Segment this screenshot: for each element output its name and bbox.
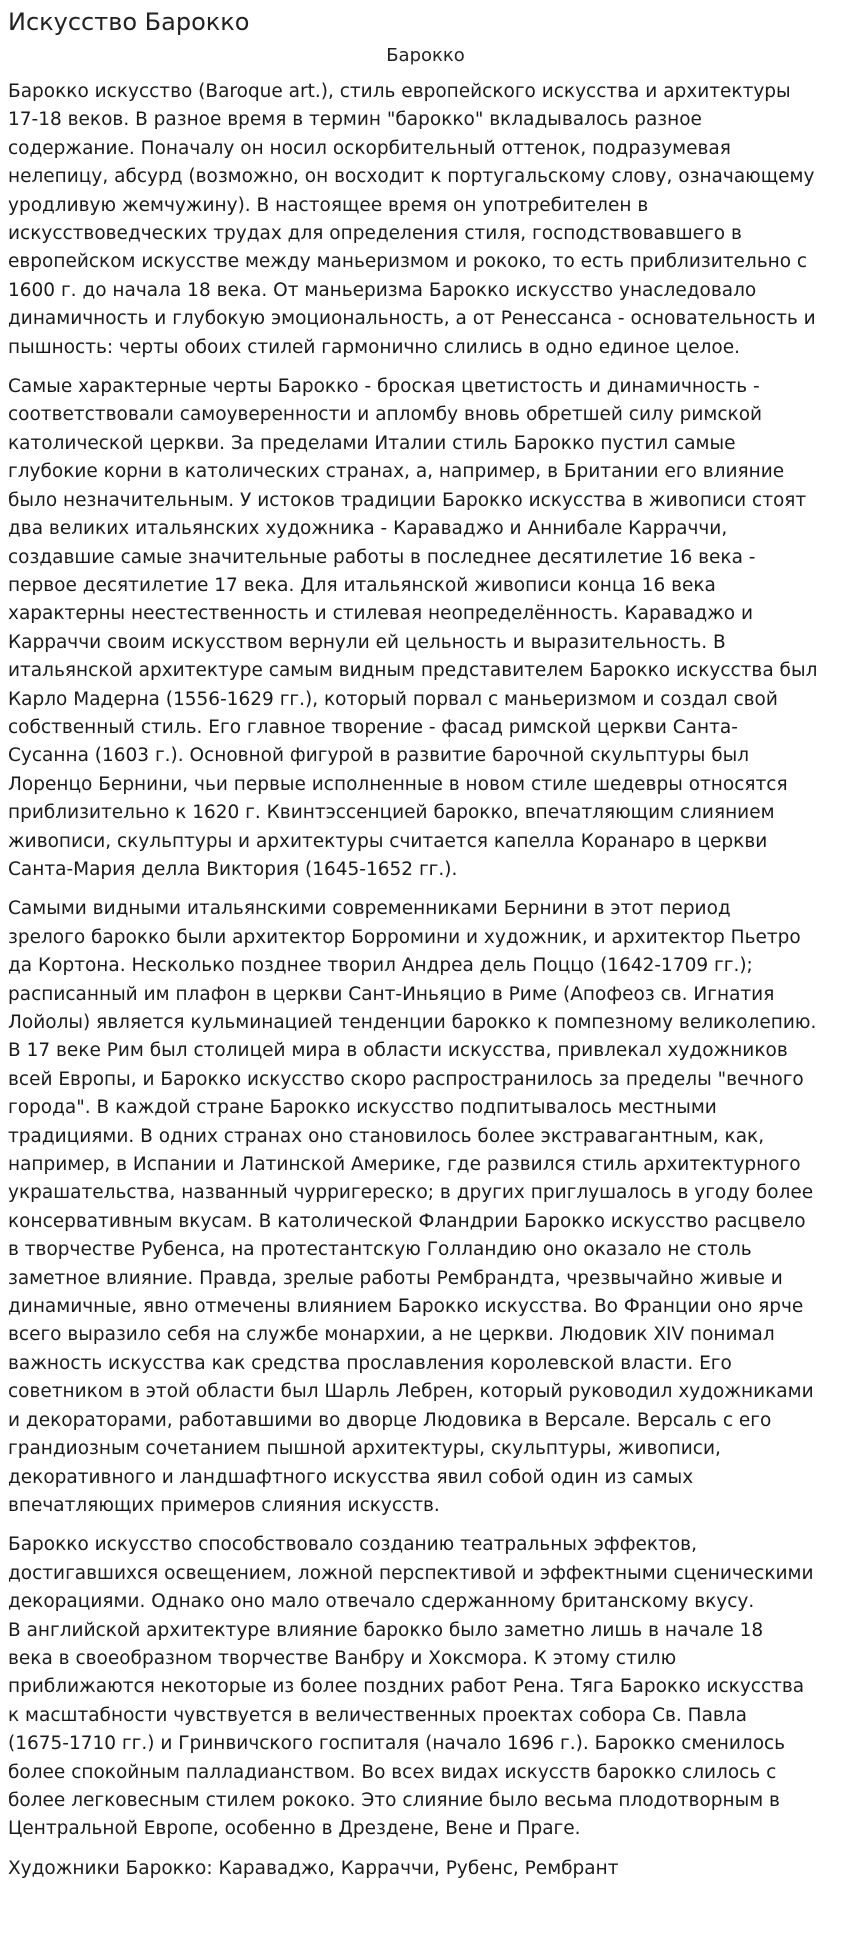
text-line: Самыми видными итальянскими современниками Бернини в этот период	[8, 898, 731, 920]
text-line: декорациями. Однако оно мало отвечало сдержанному британскому вкусу.	[8, 1591, 755, 1613]
text-line: консервативным вкусам. В католической Фландрии Барокко искусство расцвело	[8, 1210, 806, 1232]
text-line: Самые характерные черты Барокко - броская цветистость и динамичность -	[8, 376, 760, 398]
text-line: да Кортона. Несколько позднее творил Андреа дель Поццо (1642-1709 гг.);	[8, 955, 753, 977]
text-line: 1600 г. до начала 18 века. От маньеризма Барокко искусство унаследовало	[8, 279, 757, 301]
text-line: города". В каждой стране Барокко искусство подпитывалось местными	[8, 1097, 717, 1119]
text-line: католической церкви. За пределами Италии стиль Барокко пустил самые	[8, 432, 736, 454]
text-line: пышность: черты обоих стилей гармонично слились в одно единое целое.	[8, 336, 740, 358]
text-line: живописи, скульптуры и архитектуры считается капелла Коранаро в церкви	[8, 830, 768, 852]
text-line: грандиозным сочетанием пышной архитектуры, скульптуры, живописи,	[8, 1438, 721, 1460]
text-line: динамичные, явно отмечены влиянием Барокко искусства. Во Франции оно ярче	[8, 1296, 804, 1318]
text-line: и декораторами, работавшими во дворце Людовика в Версале. Версаль с его	[8, 1409, 772, 1431]
text-line: традициями. В одних странах оно становилось более экстравагантным, как,	[8, 1125, 765, 1147]
text-line: более легковесным стилем рококо. Это слияние было весьма плодотворным в	[8, 1789, 780, 1811]
text-line: зрелого барокко были архитектор Борромини и художник, и архитектор Пьетро	[8, 926, 801, 948]
artists-line: Художники Барокко: Караваджо, Карраччи, Рубенс, Рембрант	[8, 1857, 619, 1879]
text-line: Барокко искусство (Baroque art.), стиль европейского искусства и архитектуры	[8, 81, 791, 102]
text-line: достигавшихся освещением, ложной перспективой и эффектными сценическими	[8, 1562, 814, 1584]
text-line: советником в этой области был Шарль Лебрен, который руководил художниками	[8, 1381, 814, 1403]
text-line: итальянской архитектуре самым видным представителем Барокко искусства был	[8, 660, 818, 682]
text-line: Барокко искусство способствовало созданию театральных эффектов,	[8, 1534, 697, 1556]
text-line: декоративного и ландшафтного искусства явил собой один из самых	[8, 1466, 694, 1488]
text-line: В 17 веке Рим был столицей мира в области искусства, привлекал художников	[8, 1040, 788, 1062]
article-body	[8, 78, 843, 1844]
text-line: было незначительным. У истоков традиции Барокко искусства в живописи стоят	[8, 489, 807, 511]
text-line: глубокие корни в католических странах, а, например, в Британии его влияние	[8, 461, 785, 483]
text-line: украшательства, названный чурригереско; в других приглушалось в угоду более	[8, 1182, 814, 1204]
paragraph	[8, 78, 843, 362]
text-line: Карраччи своим искусством вернули ей цельность и выразительность. В	[8, 631, 726, 653]
text-line: собственный стиль. Его главное творение - фасад римской церкви Санта-	[8, 716, 738, 738]
text-line: важность искусства как средства прославления королевской власти. Его	[8, 1352, 732, 1374]
section-heading: Барокко	[386, 45, 465, 66]
text-line: создавшие самые значительные работы в последнее десятилетие 16 века -	[8, 546, 756, 568]
text-line: Карло Мадерна (1556-1629 гг.), который порвал с маньеризмом и создал свой	[8, 688, 778, 710]
text-line: содержание. Поначалу он носил оскорбительный оттенок, подразумевая	[8, 137, 731, 159]
text-line: к масштабности чувствуется в величественных проектах собора Св. Павла	[8, 1704, 747, 1726]
text-line: искусствоведческих трудах для определения стиля, господствовавшего в	[8, 223, 742, 245]
text-line: В английской архитектуре влияние барокко было заметно лишь в начале 18	[8, 1619, 764, 1641]
paragraph	[8, 1531, 843, 1843]
text-line: 17-18 веков. В разное время в термин "барокко" вкладывалось разное	[8, 109, 702, 131]
text-line: Сусанна (1603 г.). Основной фигурой в развитие барочной скульптуры был	[8, 745, 750, 767]
text-line: впечатляющих примеров слияния искусств.	[8, 1494, 440, 1516]
text-line: века в своеобразном творчестве Ванбру и Хоксмора. К этому стилю	[8, 1647, 677, 1669]
text-line: приблизительно к 1620 г. Квинтэссенцией барокко, впечатляющим слиянием	[8, 802, 775, 824]
text-line: характерны неестественность и стилевая неопределённость. Караваджо и	[8, 603, 754, 625]
text-line: расписанный им плафон в церкви Сант-Иньяцио в Риме (Апофеоз св. Игнатия	[8, 983, 775, 1005]
text-line: Лойолы) является кульминацией тенденции барокко к помпезному великолепию.	[8, 1012, 817, 1033]
text-line: (1675-1710 гг.) и Гринвичского госпиталя (начало 1696 г.). Барокко сменилось	[8, 1733, 786, 1755]
text-line: два великих итальянских художника - Караваджо и Аннибале Карраччи,	[8, 518, 728, 540]
text-line: динамичность и глубокую эмоциональность, а от Ренессанса - основательность и	[8, 308, 816, 330]
page-title: Искусство Барокко	[8, 8, 250, 36]
text-line: Центральной Европе, особенно в Дрездене, Вене и Праге.	[8, 1818, 581, 1840]
text-line: в творчестве Рубенса, на протестантскую Голландию оно оказало не столь	[8, 1239, 752, 1261]
text-line: первое десятилетие 17 века. Для итальянской живописи конца 16 века	[8, 574, 716, 596]
text-line: приближаются некоторые из более поздних работ Рена. Тяга Барокко искусства	[8, 1676, 805, 1698]
text-line: всей Европы, и Барокко искусство скоро распространилось за пределы "вечного	[8, 1068, 804, 1090]
paragraph	[8, 895, 843, 1520]
text-line: нелепицу, абсурд (возможно, он восходит к португальскому слову, означающему	[8, 166, 815, 188]
text-line: европейском искусстве между маньеризмом и рококо, то есть приблизительно с	[8, 251, 808, 273]
text-line: всего выразило себя на службе монархии, а не церкви. Людовик XIV понимал	[8, 1324, 775, 1346]
text-line: соответствовали самоуверенности и апломбу вновь обретшей силу римской	[8, 404, 763, 426]
text-line: более спокойным палладианством. Во всех видах искусств барокко слилось с	[8, 1761, 777, 1783]
text-line: Санта-Мария делла Виктория (1645-1652 гг.).	[8, 858, 458, 880]
text-line: Лоренцо Бернини, чьи первые исполненные в новом стиле шедевры относятся	[8, 773, 788, 795]
text-line: например, в Испании и Латинской Америке, где развился стиль архитектурного	[8, 1154, 801, 1176]
text-line: заметное влияние. Правда, зрелые работы Рембрандта, чрезвычайно живые и	[8, 1267, 783, 1289]
text-line: уродливую жемчужину). В настоящее время он употребителен в	[8, 194, 649, 216]
paragraph	[8, 373, 843, 884]
